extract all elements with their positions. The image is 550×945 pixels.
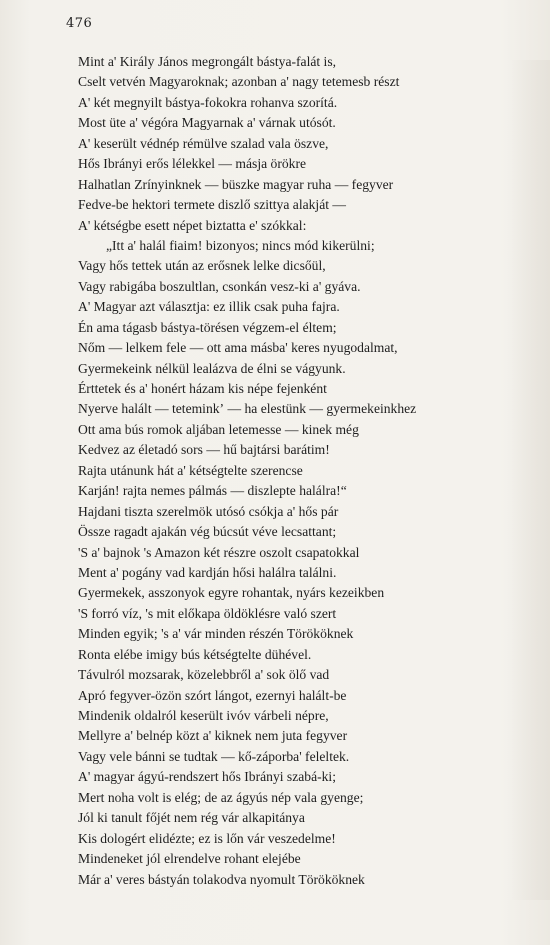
text-line: Vagy hős tettek után az erősnek lelke dicsőül, [78,258,326,274]
text-line: Cselt vetvén Magyaroknak; azonban a' nagy tetemesb részt [78,74,400,90]
text-line: Vagy vele bánni se tudtak — kő-záporba' feleltek. [78,748,350,764]
text-line: Gyermekek, asszonyok egyre rohantak, nyárs kezeikben [78,585,385,601]
text-line: Én ama tágasb bástya-törésen végzem-el éltem; [78,319,337,335]
text-line: 'S forró víz, 's mit előkapa öldöklésre való szert [78,605,337,621]
page-number: 476 [66,16,93,31]
text-line: Távulról mozsarak, közelebbről a' sok ölő vad [78,667,330,683]
text-line: Most üte a' végóra Magyarnak a' várnak utósót. [78,115,336,131]
text-line: Apró fegyver-özön szórt lángot, ezernyi halált-be [78,687,347,703]
text-line: Érttetek és a' honért házam kis népe fejenként [78,381,327,396]
text-line: Rajta utánunk hát a' kétségtelte szerencse [78,462,303,478]
text-line: Karján! rajta nemes pálmás — diszlepte halálra!“ [78,483,347,499]
text-line: Ment a' pogány vad kardján hősi halálra találni. [78,564,337,580]
text-line: Mellyre a' belnép közt a' kiknek nem juta fegyver [78,728,348,744]
text-line: Már a' veres bástyán tolakodva nyomult Törököknek [78,871,365,887]
text-line: Hős Ibrányi erős lélekkel — másja örökre [78,156,307,172]
text-line: Mert noha volt is elég; de az ágyús nép vala gyenge; [78,789,364,805]
text-line: Kedvez az életadó sors — hű bajtársi barátim! [78,442,330,458]
text-line: Jól ki tanult főjét nem rég vár alkapitánya [78,810,305,826]
text-line: A' kétségbe esett népet biztatta e' szókkal: [78,217,307,233]
text-line: Halhatlan Zrínyinknek — büszke magyar ruha — fegyver [78,176,394,192]
text-line: Nyerve halált — teteminkʼ — ha elestünk — gyermekeinkhez [78,401,417,417]
text-line: Ronta elébe imigy bús kétségtelte dühével. [78,646,312,662]
text-line: „Itt a' halál fiaim! bizonyos; nincs mód kikerülni; [106,237,375,253]
text-line: A' keserült védnép rémülve szalad vala öszve, [78,135,329,151]
text-line: 'S a' bajnok 's Amazon két részre oszolt csapatokkal [78,544,360,560]
poem-text [78,52,518,890]
text-line: A' magyar ágyú-rendszert hős Ibrányi szabá-ki; [78,769,336,785]
text-line: Vagy rabigába boszultlan, csonkán vesz-ki a' gyáva. [78,278,361,294]
text-line: Gyermekeink nélkül lealázva de élni se vágyunk. [78,360,346,376]
text-line: A' Magyar azt választja: ez illik csak puha fajra. [78,299,340,315]
text-line: Össze ragadt ajakán vég búcsút véve lecsattant; [78,524,337,540]
text-line: Hajdani tiszta szerelmök utósó csókja a' hős pár [78,503,339,519]
text-line: Fedve-be hektori termete diszlő szittya alakját — [78,197,347,213]
text-line: Nőm — lelkem fele — ott ama másba' keres nyugodalmat, [78,340,398,356]
text-line: Ott ama bús romok aljában letemesse — kinek még [78,421,359,437]
text-line: Mindeneket jól elrendelve rohant elejébe [78,851,301,867]
text-line: Minden egyik; 's a' vár minden részén Törököknek [78,626,354,642]
text-line: Mindenik oldalról keserült ivóv várbeli népre, [78,708,329,723]
text-line: Kis dologért elidézte; ez is lőn vár veszedelme! [78,830,336,846]
text-line: Mint a' Király János megrongált bástya-falát is, [78,54,337,69]
text-line: A' két megnyilt bástya-fokokra rohanva szorítá. [78,94,338,110]
